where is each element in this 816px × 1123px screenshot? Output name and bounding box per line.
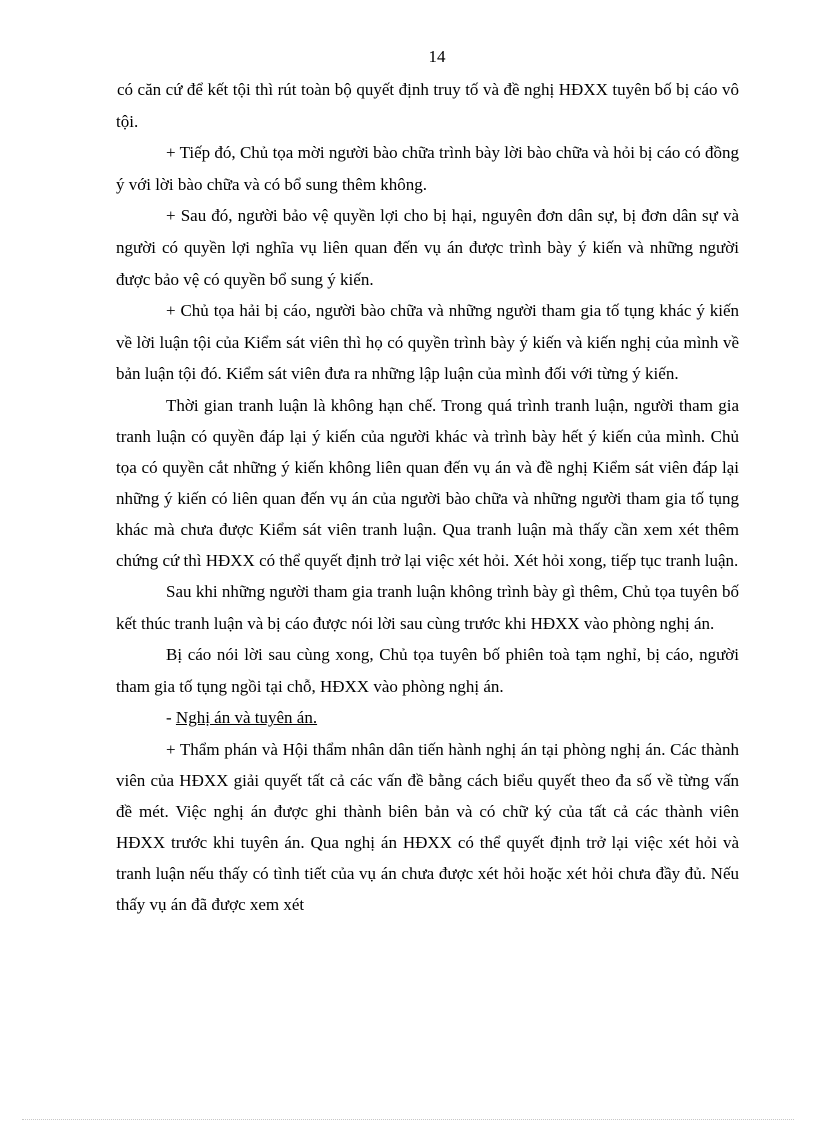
document-body <box>116 74 739 920</box>
paragraph-final-statement: Bị cáo nói lời sau cùng xong, Chủ tọa tuyên bố phiên toà tạm nghỉ, bị cáo, người tham gia tố tụng ngồi tại chỗ, HĐXX vào phòng nghị án. <box>116 645 739 696</box>
section-heading <box>116 702 739 734</box>
section-heading-text: Nghị án và tuyên án. <box>175 708 318 728</box>
page-number: 14 <box>428 47 446 66</box>
paragraph-presiding-question: + Chủ tọa hải bị cáo, người bào chữa và những người tham gia tố tụng khác ý kiến về lời luận tội của Kiểm sát viên thì họ có quyền trình bày ý kiến và kiến nghị của mình về bản luận tội đó. Kiểm sát viên đưa ra những lập luận của mình đối với từng ý kiến. <box>116 301 739 384</box>
paragraph-defense-argument: + Tiếp đó, Chủ tọa mời người bào chữa trình bày lời bào chữa và hỏi bị cáo có đồng ý với lời bào chữa và có bổ sung thêm không. <box>116 143 739 194</box>
paragraph-rights-protector: + Sau đó, người bảo vệ quyền lợi cho bị hại, nguyên đơn dân sự, bị đơn dân sự và người có quyền lợi nghĩa vụ liên quan đến vụ án được trình bày ý kiến và những người được bảo vệ có quyền bổ sung ý kiến. <box>116 206 739 289</box>
paragraph-debate-time: Thời gian tranh luận là không hạn chế. Trong quá trình tranh luận, người tham gia tranh luận có quyền đáp lại ý kiến của người khác và trình bày hết ý kiến của mình. Chủ tọa có quyền cắt những ý kiến không liên quan đến vụ án và đề nghị Kiểm sát viên đáp lại những ý kiến có liên quan đến vụ án của người bào chữa và những người tham gia tố tụng khác mà chưa được Kiểm sát viên tranh luận. Qua tranh luận mà thấy cần xem xét thêm chứng cứ thì HĐXX có thể quyết định trở lại việc xét hỏi. Xét hỏi xong, tiếp tục tranh luận. <box>116 395 739 570</box>
paragraph-end-debate: Sau khi những người tham gia tranh luận không trình bày gì thêm, Chủ tọa tuyên bố kết thúc tranh luận và bị cáo được nói lời sau cùng trước khi HĐXX vào phòng nghị án. <box>116 581 739 633</box>
paragraph-deliberation: + Thẩm phán và Hội thẩm nhân dân tiến hành nghị án tại phòng nghị án. Các thành viên của HĐXX giải quyết tất cả các vấn đề bằng cách biểu quyết theo đa số về từng vấn đề mét. Việc nghị án được ghi thành biên bản và có chữ ký của tất cả các thành viên HĐXX trước khi tuyên án. Qua nghị án HĐXX có thể quyết định trở lại việc xét hỏi và tranh luận nếu thấy có tình tiết của vụ án chưa được xét hỏi hoặc xét hỏi chưa đầy đủ. Nếu thấy vụ án đã được xem xét <box>116 739 739 914</box>
page-bottom-border <box>22 1119 794 1120</box>
paragraph-continued: có căn cứ để kết tội thì rút toàn bộ quyết định truy tố và đề nghị HĐXX tuyên bố bị cáo vô tội. <box>116 80 739 131</box>
section-heading-prefix: - <box>166 708 176 728</box>
